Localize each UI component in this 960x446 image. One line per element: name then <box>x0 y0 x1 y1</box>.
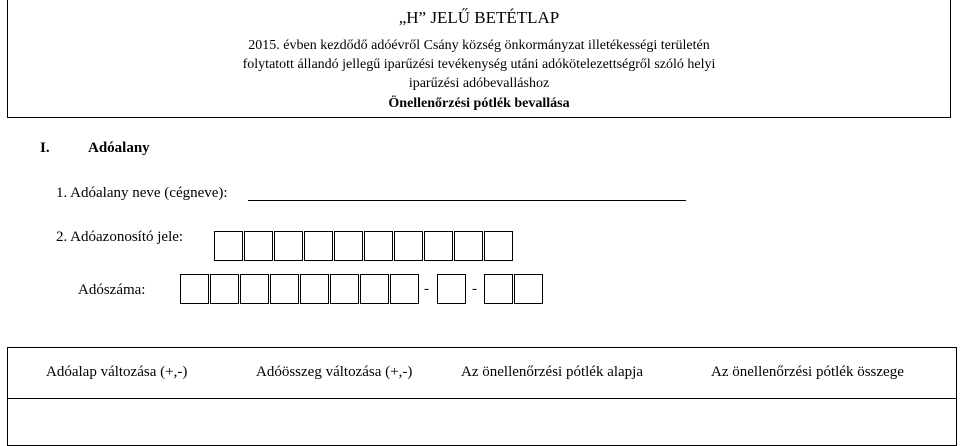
digit-box[interactable] <box>484 231 513 261</box>
table-header-row <box>8 348 956 399</box>
name-field[interactable] <box>248 200 686 201</box>
taxnum-region-field[interactable] <box>484 274 544 304</box>
digit-box[interactable] <box>210 274 239 304</box>
header-line-2: folytatott állandó jellegű iparűzési tevékenység utáni adókötelezettségről szóló helyi <box>242 57 716 72</box>
digit-box[interactable] <box>240 274 269 304</box>
digit-box[interactable] <box>330 274 359 304</box>
digit-box[interactable] <box>244 231 273 261</box>
digit-box[interactable] <box>180 274 209 304</box>
taxnum-separator: - <box>472 281 477 297</box>
digit-box[interactable] <box>300 274 329 304</box>
taxnum-label: Adószáma: <box>78 282 146 298</box>
digit-box[interactable] <box>304 231 333 261</box>
surcharge-table <box>7 347 957 446</box>
header-line-3: iparűzési adóbevalláshoz <box>408 76 550 91</box>
taxnum-vat-field[interactable] <box>437 274 467 304</box>
digit-box[interactable] <box>364 231 393 261</box>
digit-box[interactable] <box>334 231 363 261</box>
section-number: I. <box>40 140 50 156</box>
digit-box[interactable] <box>274 231 303 261</box>
digit-box[interactable] <box>214 231 243 261</box>
header-line-1: 2015. évben kezdődő adóévről Csány község önkormányzat illetékességi területén <box>248 38 710 53</box>
taxid-field[interactable] <box>214 231 514 261</box>
column-header: Adóösszeg változása (+,-) <box>256 364 413 380</box>
digit-box[interactable] <box>454 231 483 261</box>
digit-box[interactable] <box>484 274 513 304</box>
name-label: 1. Adóalany neve (cégneve): <box>56 185 228 201</box>
taxid-label: 2. Adóazonosító jele: <box>56 229 184 245</box>
digit-box[interactable] <box>437 274 466 304</box>
digit-box[interactable] <box>394 231 423 261</box>
digit-box[interactable] <box>424 231 453 261</box>
column-header: Az önellenőrzési pótlék összege <box>711 364 904 380</box>
form-header <box>7 0 951 118</box>
taxnum-main-field[interactable] <box>180 274 420 304</box>
digit-box[interactable] <box>514 274 543 304</box>
digit-box[interactable] <box>360 274 389 304</box>
form-title: „H” JELŰ BETÉTLAP <box>398 8 560 27</box>
column-header: Adóalap változása (+,-) <box>46 364 188 380</box>
digit-box[interactable] <box>270 274 299 304</box>
section-label: Adóalany <box>88 140 150 156</box>
taxnum-separator: - <box>424 281 429 297</box>
form-subtitle: Önellenőrzési pótlék bevallása <box>388 96 570 111</box>
column-header: Az önellenőrzési pótlék alapja <box>461 364 644 380</box>
digit-box[interactable] <box>390 274 419 304</box>
